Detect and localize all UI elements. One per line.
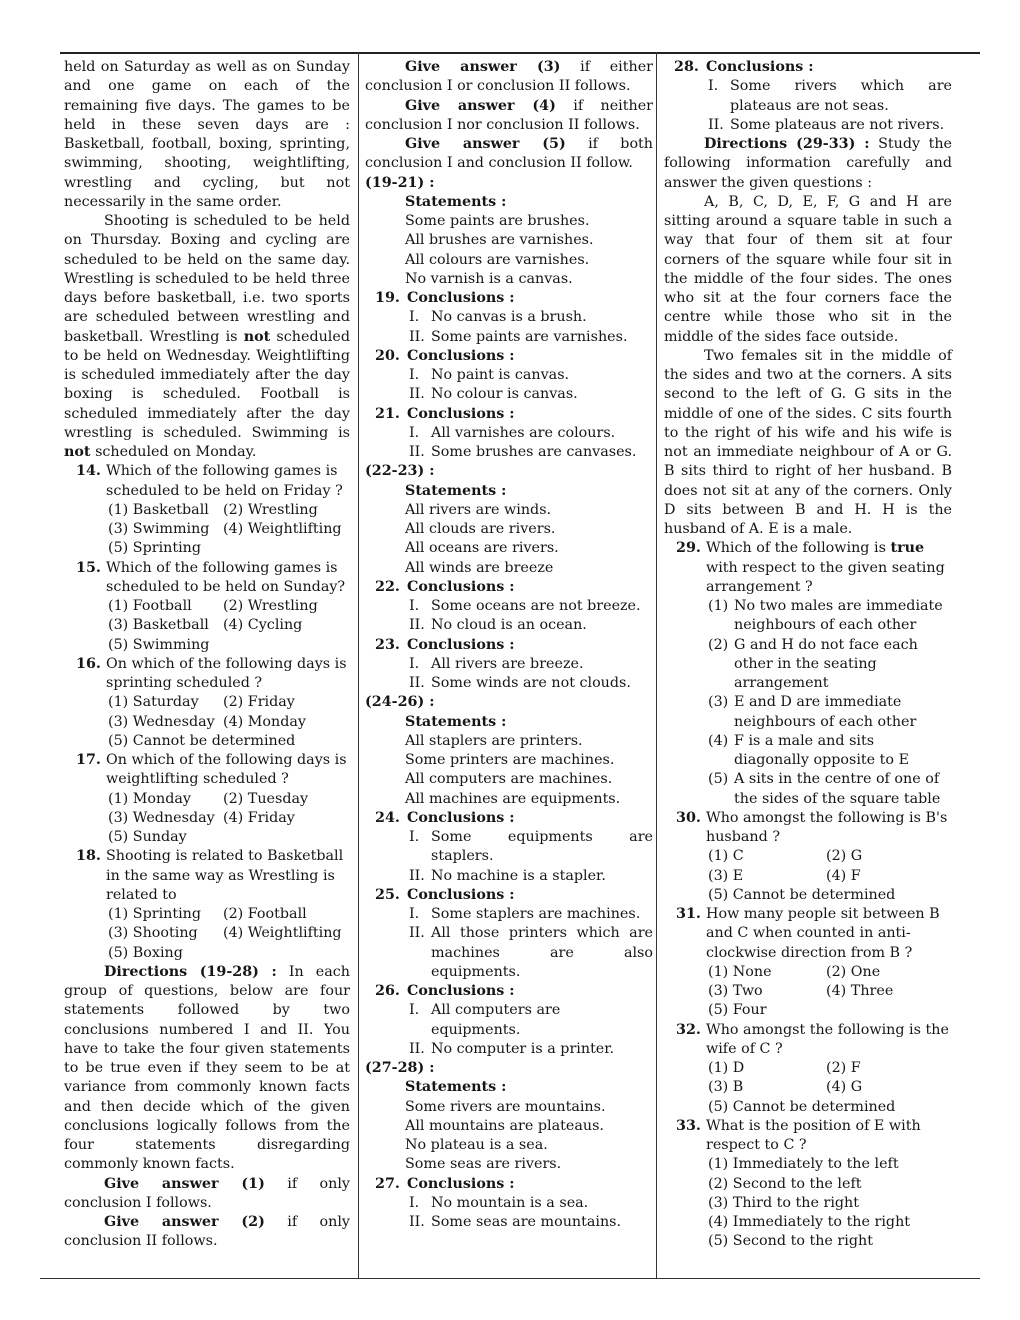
option-4[interactable]: (4) Monday — [223, 713, 307, 730]
option-4[interactable]: (4) F — [826, 867, 861, 884]
column-divider-2 — [656, 52, 657, 1278]
statement: All staplers are printers. — [405, 732, 583, 749]
conclusion-2: Some brushes are canvases. — [431, 444, 637, 460]
question-text: Who amongst the following is the wife of C ? — [706, 1021, 949, 1057]
seating-paragraph-2: Two females sit in the middle of the sides and two at the corners. A sits second to the left of G. G sits in the middle of one of the sides. C sits fourth to the right of his wife and his wife is not an immediate neighbour of A or G. B sits third to right of her husband. B does not sit at any of the corners. Only D sits between B and H. H is the husband of A. E is a male. — [664, 347, 952, 537]
group-22-23-heading: (22-23) : — [365, 463, 435, 480]
conclusion-1: Some rivers which are plateaus are not seas. — [730, 78, 952, 114]
give-answer-3: Give answer (3) if either conclusion I or conclusion II follows. — [365, 59, 653, 95]
give-answer-2: Give answer (2) if only conclusion II follows. — [64, 1214, 351, 1250]
question-text: On which of the following days is weightlifting scheduled ? — [106, 752, 347, 788]
option-3[interactable]: (3) Shooting — [108, 925, 198, 942]
option-3[interactable]: (3) Swimming — [108, 521, 210, 537]
conclusion-2: Some seas are mountains. — [431, 1214, 622, 1230]
question-29: 29. Which of the following is true with respect to the given seating arrangement ? (1) No two males are immediate neighbours of each other (2) G and H do not face each other in the seating arrangement (3) E and D are immediate neighbours of each other (4) F is a male and sits diagonally opposite to E (5) A sits in the centre of one of the sides of the square table — [664, 539, 952, 809]
option-4[interactable]: (4) F is a male and sits diagonally opposite to E — [708, 732, 910, 768]
directions-29-33: Directions (29-33) : Study the following information carefully and answer the given questions : — [664, 136, 952, 191]
column-2 — [365, 58, 653, 1232]
conclusion-1: No paint is canvas. — [431, 367, 570, 383]
question-text: Which of the following is true with respect to the given seating arrangement ? — [706, 540, 945, 595]
conclusion-2: Some winds are not clouds. — [431, 675, 631, 691]
column-1 — [64, 58, 350, 1252]
conclusion-1: Some equipments are staplers. — [431, 829, 653, 865]
question-text: On which of the following days is sprinting scheduled ? — [106, 655, 347, 691]
question-22: 22. Conclusions : I. Some oceans are not breeze. II. No cloud is an ocean. — [375, 578, 641, 634]
group-27-28-heading: (27-28) : — [365, 1060, 435, 1076]
statement: Some rivers are mountains. — [405, 1098, 606, 1115]
option-5[interactable]: (5) A sits in the centre of one of the sides of the square table — [708, 771, 941, 807]
question-24: 24. Conclusions : I. Some equipments are staplers. II. No machine is a stapler. — [375, 809, 653, 884]
statements-label: Statements : — [405, 1079, 507, 1096]
column-divider-1 — [358, 52, 359, 1278]
column-3 — [664, 58, 952, 1252]
option-5[interactable]: (5) Sunday — [108, 829, 187, 845]
conclusion-2: Some plateaus are not rivers. — [730, 116, 945, 133]
conclusion-2: No computer is a printer. — [431, 1040, 615, 1057]
statement: All computers are machines. — [405, 771, 613, 788]
option-2[interactable]: (2) F — [826, 1060, 861, 1076]
conclusion-1: All varnishes are colours. — [431, 424, 616, 441]
give-answer-4: Give answer (4) if neither conclusion I nor conclusion II follows. — [365, 97, 653, 133]
option-1[interactable]: (1) No two males are immediate neighbours of each other — [708, 598, 943, 634]
option-2[interactable]: (2) Tuesday — [223, 790, 309, 807]
question-31: 31. How many people sit between B and C when counted in anti-clockwise direction from B ? (1) None (2) One (3) Two (4) Three (5) Four — [664, 905, 952, 1021]
question-26: 26. Conclusions : I. All computers are equipments. II. No computer is a printer. — [375, 983, 615, 1057]
option-5[interactable]: (5) Boxing — [108, 944, 183, 961]
conclusion-2: No machine is a stapler. — [431, 867, 606, 884]
question-text: What is the position of E with respect to C ? — [706, 1117, 921, 1153]
question-text: Who amongst the following is B's husband ? — [706, 809, 948, 845]
intro-paragraph: held on Saturday as well as on Sunday and one game on each of the remaining five days. The games to be held in these seven days are : Basketball, football, boxing, sprinting, swimming, shooting, weightlifting, wrestling and cycling, but not necessarily in the same order. — [64, 59, 350, 210]
question-33: 33. What is the position of E with respect to C ? (1) Immediately to the left (2) Second to the left (3) Third to the right (4) Immediately to the right (5) Second to the right — [664, 1117, 952, 1252]
question-27: 27. Conclusions : I. No mountain is a sea. II. Some seas are mountains. — [375, 1175, 622, 1230]
option-3[interactable]: (3) Wednesday — [108, 809, 215, 826]
question-23: 23. Conclusions : I. All rivers are breeze. II. Some winds are not clouds. — [375, 636, 631, 691]
statement: No plateau is a sea. — [405, 1137, 548, 1153]
option-1[interactable]: (1) C — [708, 848, 744, 865]
option-2[interactable]: (2) G and H do not face each other in the seating arrangement — [708, 636, 918, 691]
conclusion-2: No colour is canvas. — [431, 386, 578, 403]
option-4[interactable]: (4) Weightlifting — [223, 925, 342, 942]
option-4[interactable]: (4) Weightlifting — [223, 521, 342, 537]
statement: All rivers are winds. — [405, 501, 552, 518]
question-14: 14. Which of the following games is scheduled to be held on Friday ? (1) Basketball (2) Wrestling (3) Swimming (4) Weightlifting (5) Sprinting — [64, 462, 350, 558]
question-16: 16. On which of the following days is sprinting scheduled ? (1) Saturday (2) Friday (3) Wednesday (4) Monday (5) Cannot be determined — [64, 655, 350, 751]
give-answer-5: Give answer (5) if both conclusion I and conclusion II follow. — [365, 136, 654, 172]
conclusion-2: Some paints are varnishes. — [431, 328, 628, 345]
statements-label: Statements : — [405, 193, 507, 210]
option-2[interactable]: (2) Football — [223, 906, 307, 922]
option-4[interactable]: (4) Friday — [223, 809, 295, 826]
statements-label: Statements : — [405, 713, 507, 730]
question-17: 17. On which of the following days is weightlifting scheduled ? (1) Monday (2) Tuesday (3) Wednesday (4) Friday (5) Sunday — [64, 751, 350, 847]
option-1[interactable]: (1) D — [708, 1060, 745, 1076]
statement: All winds are breeze — [405, 559, 554, 576]
option-3[interactable]: (3) Two — [708, 983, 763, 999]
directions-19-28: Directions (19-28) : In each group of questions, below are four statements followed by two conclusions numbered I and II. You have to take the four given statements to be true even if they seem to be at variance from commonly known facts and then decide which of the given conclusions logically follows from the four statements disregarding commonly known facts. — [64, 963, 350, 1173]
question-21: 21. Conclusions : I. All varnishes are colours. II. Some brushes are canvases. — [375, 405, 637, 460]
option-2[interactable]: (2) One — [826, 963, 881, 980]
question-15: 15. Which of the following games is scheduled to be held on Sunday? (1) Football (2) Wrestling (3) Basketball (4) Cycling (5) Swimming — [64, 559, 350, 655]
page — [40, 40, 980, 1280]
option-1[interactable]: (1) Monday — [108, 790, 192, 807]
option-4[interactable]: (4) Immediately to the right — [708, 1214, 911, 1230]
question-text: Which of the following games is scheduled to be held on Friday ? — [106, 463, 343, 499]
option-4[interactable]: (4) Cycling — [223, 617, 303, 634]
option-1[interactable]: (1) Basketball — [108, 501, 209, 518]
statement: All brushes are varnishes. — [405, 232, 594, 249]
option-3[interactable]: (3) E and D are immediate neighbours of each other — [708, 694, 917, 730]
statement: No varnish is a canvas. — [405, 270, 573, 287]
statement: All mountains are plateaus. — [405, 1117, 604, 1134]
scheduling-paragraph: Shooting is scheduled to be held on Thursday. Boxing and cycling are scheduled to be held on the same day. Wrestling is scheduled to be held three days before basketball, i.e. two sports are scheduled between wrestling and basketball. Wrestling is not scheduled to be held on Wednesday. Weightlifting is scheduled immediately after the day boxing is scheduled. Football is scheduled immediately after the day wrestling is scheduled. Swimming is not scheduled on Monday. — [64, 213, 350, 460]
option-1[interactable]: (1) Immediately to the left — [708, 1156, 899, 1173]
option-3[interactable]: (3) E — [708, 867, 744, 884]
option-5[interactable]: (5) Cannot be determined — [108, 732, 296, 749]
question-18: 18. Shooting is related to Basketball in the same way as Wrestling is related to (1) Sprinting (2) Football (3) Shooting (4) Weightlifting (5) Boxing — [64, 847, 350, 963]
statement: Some printers are machines. — [405, 752, 615, 768]
option-5[interactable]: (5) Four — [708, 1002, 767, 1019]
option-5[interactable]: (5) Sprinting — [108, 540, 202, 557]
group-19-21-heading: (19-21) : — [365, 174, 435, 191]
option-2[interactable]: (2) Wrestling — [223, 598, 318, 614]
statement: All machines are equipments. — [405, 790, 621, 807]
option-2[interactable]: (2) Second to the left — [708, 1175, 862, 1192]
option-1[interactable]: (1) None — [708, 963, 772, 980]
option-3[interactable]: (3) Basketball — [108, 617, 209, 634]
option-1[interactable]: (1) Football — [108, 598, 192, 614]
conclusion-1: All rivers are breeze. — [431, 655, 584, 672]
conclusion-1: No mountain is a sea. — [431, 1194, 589, 1211]
conclusion-1: All computers are equipments. — [431, 1002, 561, 1038]
statement: Some paints are brushes. — [405, 213, 590, 229]
question-20: 20. Conclusions : I. No paint is canvas. II. No colour is canvas. — [375, 347, 578, 403]
bottom-rule — [40, 1278, 980, 1279]
question-text: Which of the following games is scheduled to be held on Sunday? — [106, 559, 346, 595]
option-1[interactable]: (1) Saturday — [108, 694, 199, 711]
option-5[interactable]: (5) Cannot be determined — [708, 1098, 896, 1115]
question-text: How many people sit between B and C when counted in anti-clockwise direction from B ? — [706, 906, 940, 961]
question-28: 28. Conclusions : I. Some rivers which are plateaus are not seas. II. Some plateaus are not rivers. — [674, 59, 952, 133]
statement: All oceans are rivers. — [405, 540, 559, 557]
option-2[interactable]: (2) G — [826, 848, 863, 865]
conclusion-2: All those printers which are machines are also equipments. — [431, 925, 653, 980]
question-19: 19. Conclusions : I. No canvas is a brush. II. Some paints are varnishes. — [375, 290, 628, 345]
option-2[interactable]: (2) Friday — [223, 694, 295, 711]
question-32: 32. Who amongst the following is the wife of C ? (1) D (2) F (3) B (4) G (5) Cannot be determined — [664, 1021, 952, 1117]
group-24-26-heading: (24-26) : — [365, 694, 435, 711]
option-5[interactable]: (5) Cannot be determined — [708, 886, 896, 903]
statement: All colours are varnishes. — [405, 251, 590, 268]
option-5[interactable]: (5) Swimming — [108, 636, 210, 653]
option-3[interactable]: (3) Third to the right — [708, 1194, 860, 1211]
statements-label: Statements : — [405, 482, 507, 499]
option-4[interactable]: (4) G — [826, 1079, 863, 1096]
conclusion-1: No canvas is a brush. — [431, 309, 587, 326]
option-3[interactable]: (3) B — [708, 1079, 744, 1096]
statement: All clouds are rivers. — [405, 521, 556, 537]
conclusion-1: Some oceans are not breeze. — [431, 598, 641, 614]
give-answer-1: Give answer (1) if only conclusion I follows. — [64, 1175, 351, 1211]
seating-paragraph-1: A, B, C, D, E, F, G and H are sitting around a square table in such a way that four of them sit at four corners of the square while four sit in the middle of the four sides. The ones who sit at the four corners face the centre while those who sit in the middle of the sides face outside. — [664, 193, 952, 345]
conclusion-2: No cloud is an ocean. — [431, 617, 587, 634]
option-3[interactable]: (3) Wednesday — [108, 713, 215, 730]
question-text: Shooting is related to Basketball in the same way as Wrestling is related to — [106, 848, 344, 903]
top-rule — [60, 52, 980, 54]
option-2[interactable]: (2) Wrestling — [223, 501, 318, 518]
statement: Some seas are rivers. — [405, 1156, 562, 1173]
option-5[interactable]: (5) Second to the right — [708, 1233, 873, 1250]
question-30: 30. Who amongst the following is B's husband ? (1) C (2) G (3) E (4) F (5) Cannot be determined — [664, 809, 952, 905]
conclusion-1: Some staplers are machines. — [431, 906, 641, 922]
option-1[interactable]: (1) Sprinting — [108, 906, 202, 922]
question-25: 25. Conclusions : I. Some staplers are machines. II. All those printers which are machines are also equipments. — [375, 886, 653, 980]
option-4[interactable]: (4) Three — [826, 983, 894, 999]
